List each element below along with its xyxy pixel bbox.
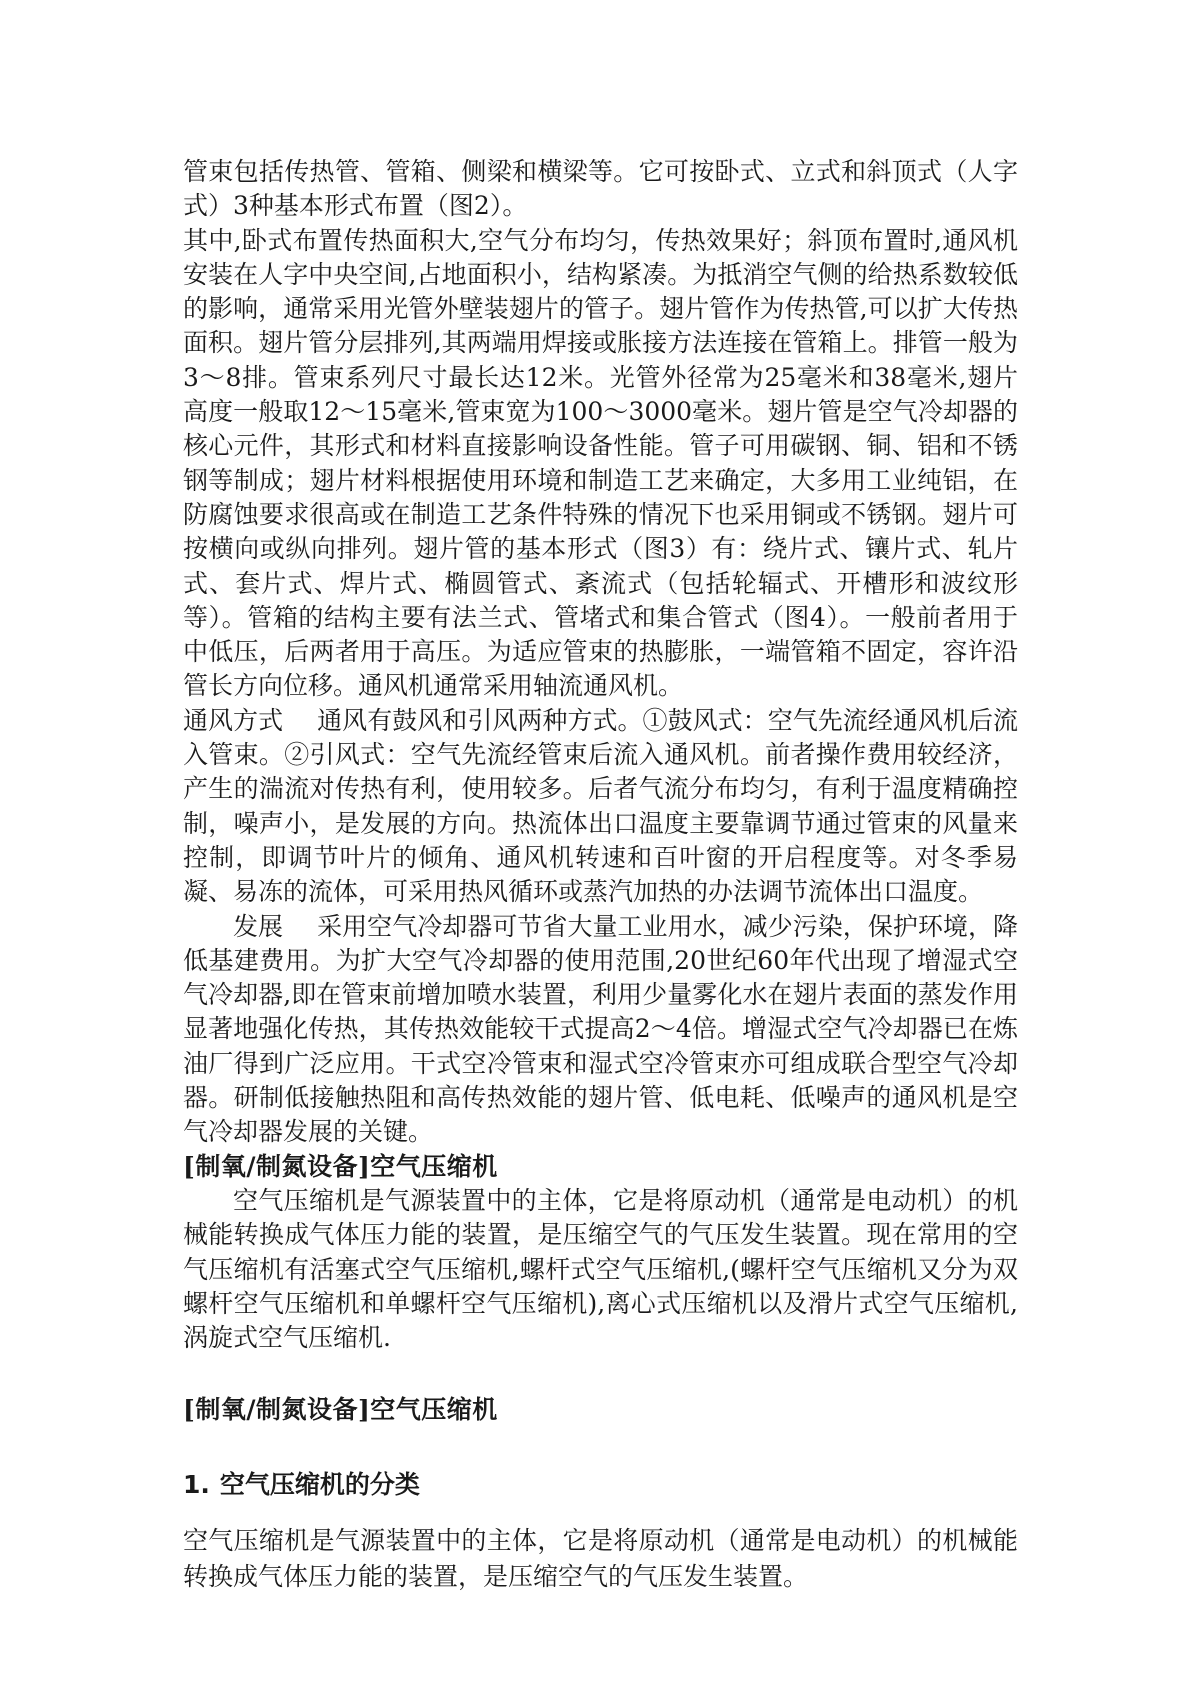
paragraph-classification-body: 空气压缩机是气源装置中的主体，它是将原动机（通常是电动机）的机械能转换成气体压力能的装置，是压缩空气的气压发生装置。 <box>183 1526 1018 1592</box>
heading-air-compressor: [制氧/制氮设备]空气压缩机 <box>183 1151 498 1181</box>
paragraph-air-compressor-intro: 空气压缩机是气源装置中的主体，它是将原动机（通常是电动机）的机械能转换成气体压力能的装置，是压缩空气的气压发生装置。现在常用的空气压缩机有活塞式空气压缩机,螺杆式空气压缩机,(螺杆空气压缩机又分为双螺杆空气压缩机和单螺杆空气压缩机),离心式压缩机以及滑片式空气压缩机,涡旋式空气压缩机. <box>183 1185 1018 1353</box>
paragraph-ventilation <box>183 704 1018 910</box>
section-title-classification <box>183 1465 1018 1505</box>
development-text: 采用空气冷却器可节省大量工业用水，减少污染，保护环境，降低基建费用。为扩大空气冷却器的使用范围,20世纪60年代出现了增湿式空气冷却器,即在管束前增加喷水装置，利用少量雾化水在翅片表面的蒸发作用显著地强化传热，其传热效能较干式提高2～4倍。增湿式空气冷却器已在炼油厂得到广泛应用。干式空冷管束和湿式空冷管束亦可组成联合型空气冷却器。研制低接触热阻和高传热效能的翅片管、低电耗、低噪声的通风机是空气冷却器发展的关键。 <box>183 911 1018 1147</box>
paragraph-development <box>183 910 1018 1150</box>
section-number: 1. <box>183 1470 210 1500</box>
document-body <box>183 155 1018 1595</box>
ventilation-label: 通风方式 <box>183 705 284 735</box>
heading-air-compressor-repeat: [制氧/制氮设备]空气压缩机 <box>183 1395 498 1425</box>
paragraph-layout-details: 其中,卧式布置传热面积大,空气分布均匀，传热效果好；斜顶布置时,通风机安装在人字中央空间,占地面积小，结构紧凑。为抵消空气侧的给热系数较低的影响，通常采用光管外壁装翅片的管子。翅片管作为传热管,可以扩大传热面积。翅片管分层排列,其两端用焊接或胀接方法连接在管箱上。排管一般为3～8排。管束系列尺寸最长达12米。光管外径常为25毫米和38毫米,翅片高度一般取12～15毫米,管束宽为100～3000毫米。翅片管是空气冷却器的核心元件，其形式和材料直接影响设备性能。管子可用碳钢、铜、铝和不锈钢等制成；翅片材料根据使用环境和制造工艺来确定，大多用工业纯铝，在防腐蚀要求很高或在制造工艺条件特殊的情况下也采用铜或不锈钢。翅片可按横向或纵向排列。翅片管的基本形式（图3）有：绕片式、镶片式、轧片式、套片式、焊片式、椭圆管式、紊流式（包括轮辐式、开槽形和波纹形等）。管箱的结构主要有法兰式、管堵式和集合管式（图4）。一般前者用于中低压，后两者用于高压。为适应管束的热膨胀，一端管箱不固定，容许沿管长方向位移。通风机通常采用轴流通风机。 <box>183 225 1018 701</box>
development-label: 发展 <box>233 911 284 941</box>
ventilation-text: 通风有鼓风和引风两种方式。①鼓风式：空气先流经通风机后流入管束。②引风式：空气先流经管束后流入通风机。前者操作费用较经济，产生的湍流对传热有利，使用较多。后者气流分布均匀，有利于温度精确控制，噪声小，是发展的方向。热流体出口温度主要靠调节通过管束的风量来控制，即调节叶片的倾角、通风机转速和百叶窗的开启程度等。对冬季易凝、易冻的流体，可采用热风循环或蒸汽加热的办法调节流体出口温度。 <box>183 705 1018 907</box>
paragraph-tube-bundle: 管束包括传热管、管箱、侧梁和横梁等。它可按卧式、立式和斜顶式（人字式）3种基本形式布置（图2）。 <box>183 157 1018 221</box>
section-title-text: 空气压缩机的分类 <box>219 1470 420 1500</box>
